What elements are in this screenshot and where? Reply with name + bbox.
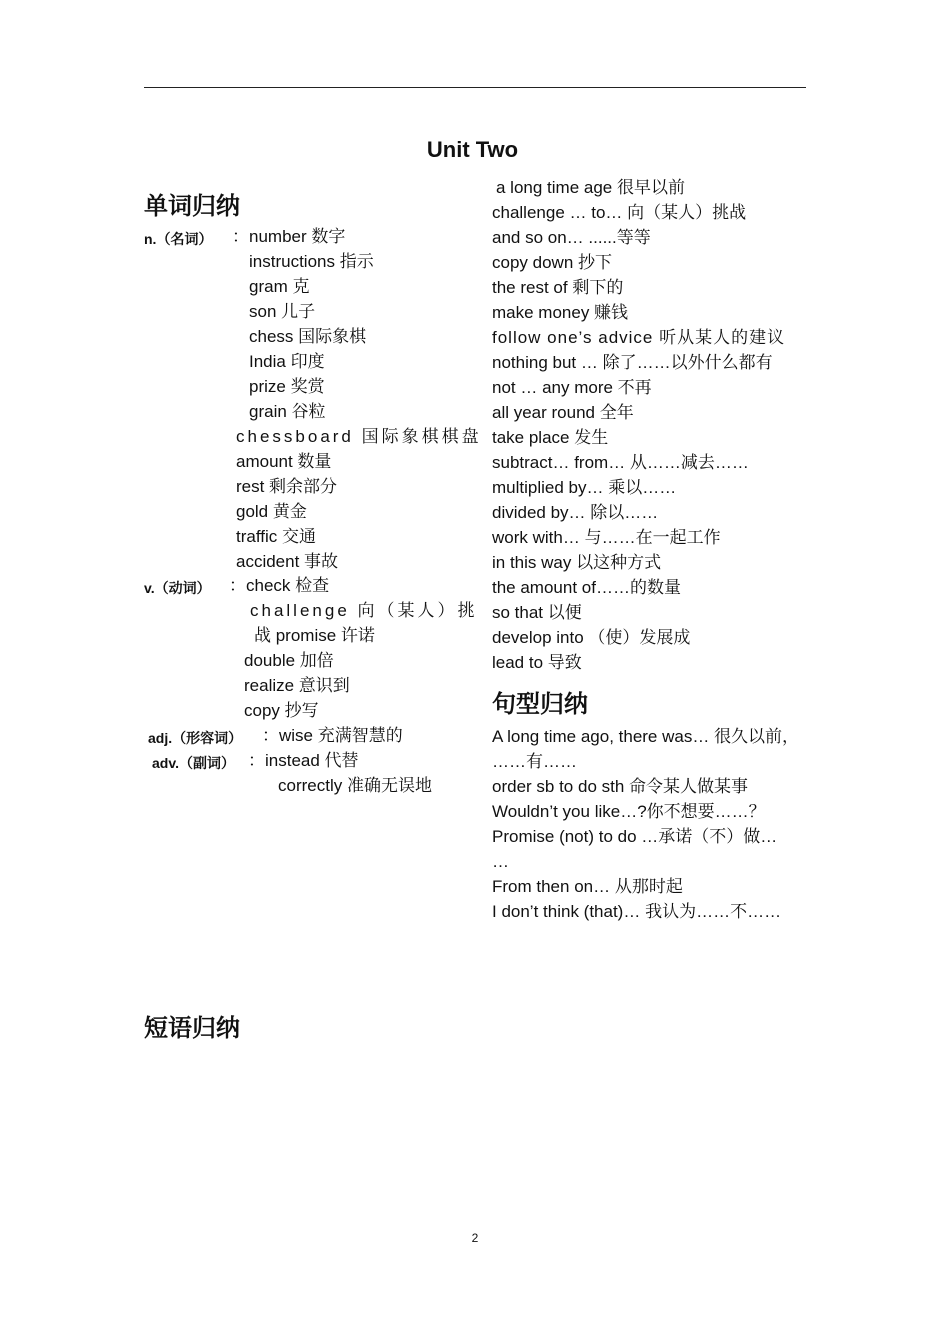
sentence-item: Wouldn’t you like…?你不想要……？	[492, 802, 766, 821]
phrase-item: and so on… ......等等	[492, 228, 651, 247]
sentence-item: Promise (not) to do …承诺（不）做…	[492, 827, 778, 846]
word-item: grain 谷粒	[249, 402, 326, 421]
word-item: chess 国际象棋	[249, 327, 367, 346]
phrase-item: the rest of 剩下的	[492, 278, 624, 297]
word-item: gram 克	[249, 277, 310, 296]
sentence-item: …	[492, 852, 509, 871]
word-item: India 印度	[249, 352, 325, 371]
pos-label-adjective: adj.（形容词）	[148, 730, 243, 746]
word-item: chessboard 国际象棋棋盘	[236, 427, 482, 446]
pos-label-verb: v.（动词）	[144, 580, 211, 596]
sentence-item: order sb to do sth 命令某人做某事	[492, 777, 749, 796]
sentence-item: I don’t think (that)… 我认为……不……	[492, 902, 782, 921]
word-item: gold 黄金	[236, 502, 307, 521]
word-item: ：instead 代替	[248, 751, 359, 770]
section-heading-words: 单词归纳	[144, 193, 240, 220]
pos-label-adverb: adv.（副词）	[152, 755, 235, 771]
word-item: amount 数量	[236, 452, 332, 471]
phrase-item: in this way 以这种方式	[492, 553, 662, 572]
word-item: realize 意识到	[244, 676, 350, 695]
sentence-item: A long time ago, there was… 很久以前，	[492, 727, 800, 746]
pos-label-noun: n.（名词）	[144, 231, 213, 247]
header-rule	[144, 87, 806, 88]
word-item: prize 奖赏	[249, 377, 325, 396]
phrase-item: work with… 与……在一起工作	[492, 528, 721, 547]
word-item: copy 抄写	[244, 701, 319, 720]
phrase-item: develop into （使）发展成	[492, 628, 691, 647]
phrase-item: copy down 抄下	[492, 253, 612, 272]
phrase-item: subtract… from… 从……减去……	[492, 453, 749, 472]
word-item: 战 promise 许诺	[254, 626, 375, 645]
section-heading-phrases: 短语归纳	[144, 1015, 240, 1042]
word-item: ：wise 充满智慧的	[262, 726, 403, 745]
sentence-item: ……有……	[492, 752, 577, 771]
word-item: accident 事故	[236, 552, 339, 571]
word-item: son 儿子	[249, 302, 316, 321]
phrase-item: a long time age 很早以前	[496, 178, 685, 197]
phrase-item: multiplied by… 乘以……	[492, 478, 677, 497]
phrase-item: the amount of……的数量	[492, 578, 681, 597]
word-item: correctly 准确无误地	[278, 776, 432, 795]
word-item: ：check 检查	[229, 576, 330, 595]
word-item: instructions 指示	[249, 252, 374, 271]
phrase-item: all year round 全年	[492, 403, 634, 422]
word-item: double 加倍	[244, 651, 334, 670]
phrase-item: make money 赚钱	[492, 303, 629, 322]
sentence-item: From then on… 从那时起	[492, 877, 683, 896]
section-heading-sentences: 句型归纳	[492, 691, 588, 718]
phrase-item: follow one’s advice 听从某人的建议	[492, 328, 786, 347]
phrase-item: divided by… 除以……	[492, 503, 659, 522]
page-title: Unit Two	[426, 137, 519, 162]
word-item: rest 剩余部分	[236, 477, 338, 496]
phrase-item: not … any more 不再	[492, 378, 652, 397]
phrase-item: so that 以便	[492, 603, 582, 622]
word-item: traffic 交通	[236, 527, 316, 546]
page-number: 2	[471, 1231, 479, 1245]
phrase-item: nothing but … 除了……以外什么都有	[492, 353, 773, 372]
word-item: ：number 数字	[232, 227, 346, 246]
phrase-item: take place 发生	[492, 428, 609, 447]
phrase-item: lead to 导致	[492, 653, 582, 672]
phrase-item: challenge … to… 向（某人）挑战	[492, 203, 747, 222]
word-item: challenge 向（某人）挑	[250, 601, 478, 620]
